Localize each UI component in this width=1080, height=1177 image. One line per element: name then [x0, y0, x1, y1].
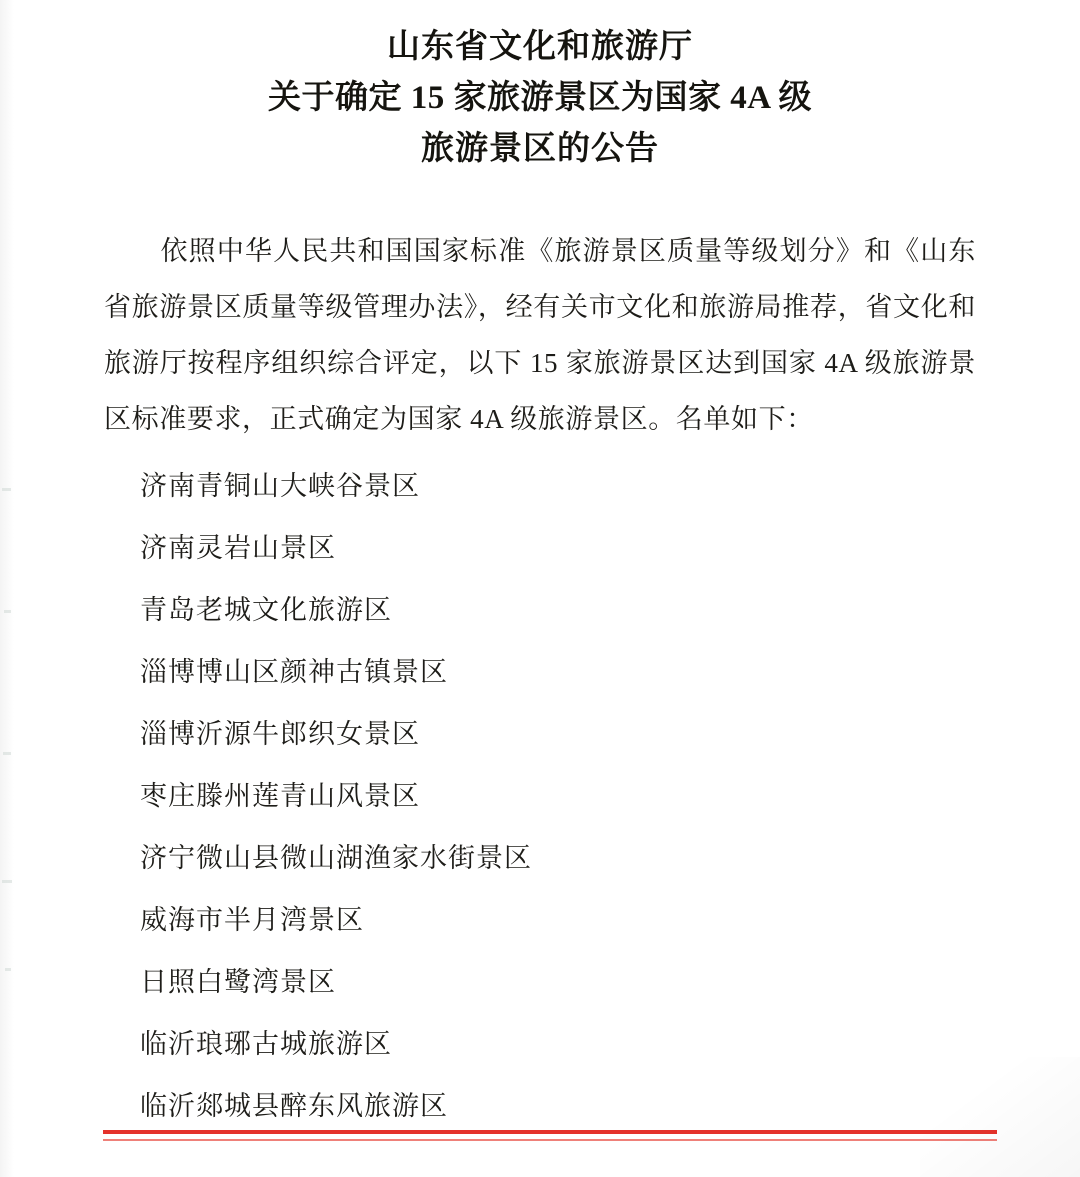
list-item: 临沂琅琊古城旅游区	[140, 1029, 392, 1059]
title-line-3: 旅游景区的公告	[421, 131, 659, 167]
list-item: 济南灵岩山景区	[140, 533, 336, 563]
list-item: 青岛老城文化旅游区	[140, 595, 392, 625]
intro-paragraph	[104, 223, 976, 447]
list-item: 淄博博山区颜神古镇景区	[140, 657, 448, 687]
page-title	[104, 22, 976, 175]
list-item: 济宁微山县微山湖渔家水街景区	[140, 843, 532, 873]
red-divider-line	[103, 1130, 997, 1134]
red-divider-line-secondary	[103, 1139, 997, 1141]
list-item: 日照白鹭湾景区	[140, 967, 336, 997]
list-item: 淄博沂源牛郎织女景区	[140, 719, 420, 749]
document-body	[104, 223, 976, 1137]
title-line-2: 关于确定 15 家旅游景区为国家 4A 级	[267, 80, 812, 116]
scenic-area-list	[104, 455, 976, 1137]
title-line-1: 山东省文化和旅游厅	[387, 29, 693, 65]
list-item: 枣庄滕州莲青山风景区	[140, 781, 420, 811]
list-item: 威海市半月湾景区	[140, 905, 364, 935]
intro-paragraph-text: 依照中华人民共和国国家标准《旅游景区质量等级划分》和《山东省旅游景区质量等级管理办法》，经有关市文化和旅游局推荐，省文化和旅游厅按程序组织综合评定，以下 15 家旅游景区达到国家 4A 级旅游景区标准要求，正式确定为国家 4A 级旅游景区。名单如下：	[104, 236, 976, 434]
list-item: 临沂郯城县醉东风旅游区	[140, 1091, 448, 1121]
list-item: 济南青铜山大峡谷景区	[140, 471, 420, 501]
